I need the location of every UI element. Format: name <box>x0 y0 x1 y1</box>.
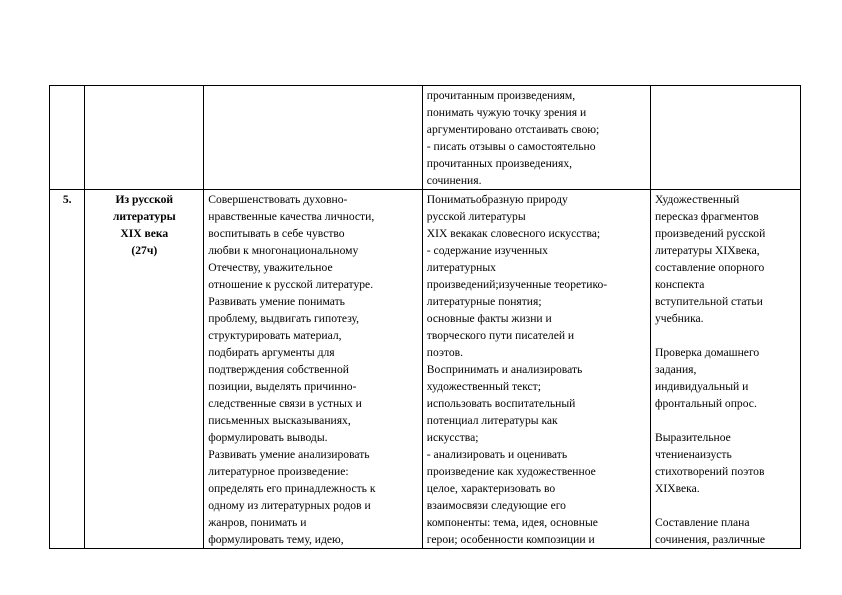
control-cell <box>650 190 800 549</box>
results-text-line: литературные понятия; <box>426 295 542 308</box>
control-text-line: литературы XIXвека, <box>654 244 760 257</box>
goals-text-line: нравственные качества личности, <box>208 210 375 223</box>
control-text-line: задания, <box>654 363 697 376</box>
results-text-line: русской литературы <box>426 210 526 223</box>
goals-text-line: Развивать умение анализировать <box>208 448 370 461</box>
results-text-line: Пониматьобразную природу <box>426 193 568 206</box>
results-text-line: произведений;изученные теоретико- <box>426 278 608 291</box>
results-text-line: поэтов. <box>426 346 463 359</box>
control-text-line: Проверка домашнего <box>654 346 760 359</box>
results-text-line: взаимосвязи следующие его <box>426 499 566 512</box>
goals-text-line: следственные связи в устных и <box>208 397 362 410</box>
row-number-text: 5. <box>62 193 72 206</box>
section-title-line: Из русской <box>115 193 174 206</box>
section-title-line: литературы <box>112 210 176 223</box>
results-text-line: прочитанным произведениям, <box>426 89 576 102</box>
goals-text-line: подбирать аргументы для <box>208 346 335 359</box>
control-text-line: Художественный <box>654 193 740 206</box>
results-text-line: искусства; <box>426 431 479 444</box>
goals-text-line: Развивать умение понимать <box>208 295 345 308</box>
control-text-line: составление опорного <box>654 261 765 274</box>
goals-text-line: воспитывать в себе чувство <box>208 227 345 240</box>
control-text-line <box>655 497 796 514</box>
goals-text-line: отношение к русской литературе. <box>208 278 374 291</box>
cell-number-empty <box>50 86 85 190</box>
results-text-line: аргументировано отстаивать свою; <box>426 123 600 136</box>
goals-text-line: формулировать тему, идею, <box>208 533 344 546</box>
section-title-line: XIX века <box>120 227 169 240</box>
section-title-line: (27ч) <box>131 244 158 257</box>
results-text-line: XIX векакак словесного искусства; <box>426 227 601 240</box>
results-cell <box>422 190 650 549</box>
table-row-5 <box>50 190 801 549</box>
goals-text-line: структурировать материал, <box>208 329 342 342</box>
goals-text-line: Отечеству, уважительное <box>208 261 333 274</box>
goals-text-line: одному из литературных родов и <box>208 499 371 512</box>
goals-text-line: Совершенствовать духовно- <box>208 193 348 206</box>
control-text-line: фронтальный опрос. <box>654 397 757 410</box>
results-text-line: - содержание изученных <box>426 244 548 257</box>
goals-text-line: формулировать выводы. <box>208 431 328 444</box>
control-text-line: учебника. <box>654 312 704 325</box>
cell-control-empty <box>650 86 800 190</box>
results-text-line: сочинения. <box>426 174 482 187</box>
results-text-line: произведение как художественное <box>426 465 596 478</box>
cell-goals-empty <box>204 86 423 190</box>
results-text-line: герои; особенности композиции и <box>426 533 595 546</box>
results-text-line: целое, характеризовать во <box>426 482 556 495</box>
control-text-line: XIXвека. <box>654 482 700 495</box>
control-text-line: индивидуальный и <box>654 380 749 393</box>
curriculum-table <box>49 85 801 549</box>
cell-results-continued <box>422 86 650 190</box>
control-text-line: сочинения, различные <box>654 533 766 546</box>
table-row-continued <box>50 86 801 190</box>
control-text-line: Выразительное <box>654 431 731 444</box>
results-text-line: основные факты жизни и <box>426 312 552 325</box>
results-text-line: - писать отзывы о самостоятельно <box>426 140 596 153</box>
control-text-line: стихотворений поэтов <box>654 465 765 478</box>
results-text-line: - анализировать и оценивать <box>426 448 568 461</box>
control-text-line: вступительной статьи <box>654 295 763 308</box>
control-text-line: Составление плана <box>654 516 750 529</box>
control-text-line <box>655 412 796 429</box>
results-text-line: художественный текст; <box>426 380 541 393</box>
goals-text-line: подтверждения собственной <box>208 363 349 376</box>
goals-cell <box>204 190 423 549</box>
goals-text-line: жанров, понимать и <box>208 516 307 529</box>
goals-text-line: литературное произведение: <box>208 465 349 478</box>
results-text-line: прочитанных произведениях, <box>426 157 573 170</box>
goals-text-line: любви к многонациональному <box>208 244 359 257</box>
control-text-line: произведений русской <box>654 227 766 240</box>
section-title-cell <box>85 190 204 549</box>
row-number <box>50 190 85 549</box>
goals-text-line: определять его принадлежность к <box>208 482 376 495</box>
results-text-line: литературных <box>426 261 496 274</box>
results-text-line: потенциал литературы как <box>426 414 558 427</box>
results-text-line: компоненты: тема, идея, основные <box>426 516 598 529</box>
results-text-line: Воспринимать и анализировать <box>426 363 583 376</box>
control-text-line: чтениенаизусть <box>654 448 732 461</box>
control-text-line <box>655 327 796 344</box>
goals-text-line: проблему, выдвигать гипотезу, <box>208 312 360 325</box>
results-text-line: понимать чужую точку зрения и <box>426 106 587 119</box>
control-text-line: конспекта <box>654 278 705 291</box>
results-text-line: использовать воспитательный <box>426 397 576 410</box>
cell-section-empty <box>85 86 204 190</box>
results-text-line: творческого пути писателей и <box>426 329 575 342</box>
goals-text-line: письменных высказываниях, <box>208 414 351 427</box>
goals-text-line: позиции, выделять причинно- <box>208 380 357 393</box>
control-text-line: пересказ фрагментов <box>654 210 759 223</box>
